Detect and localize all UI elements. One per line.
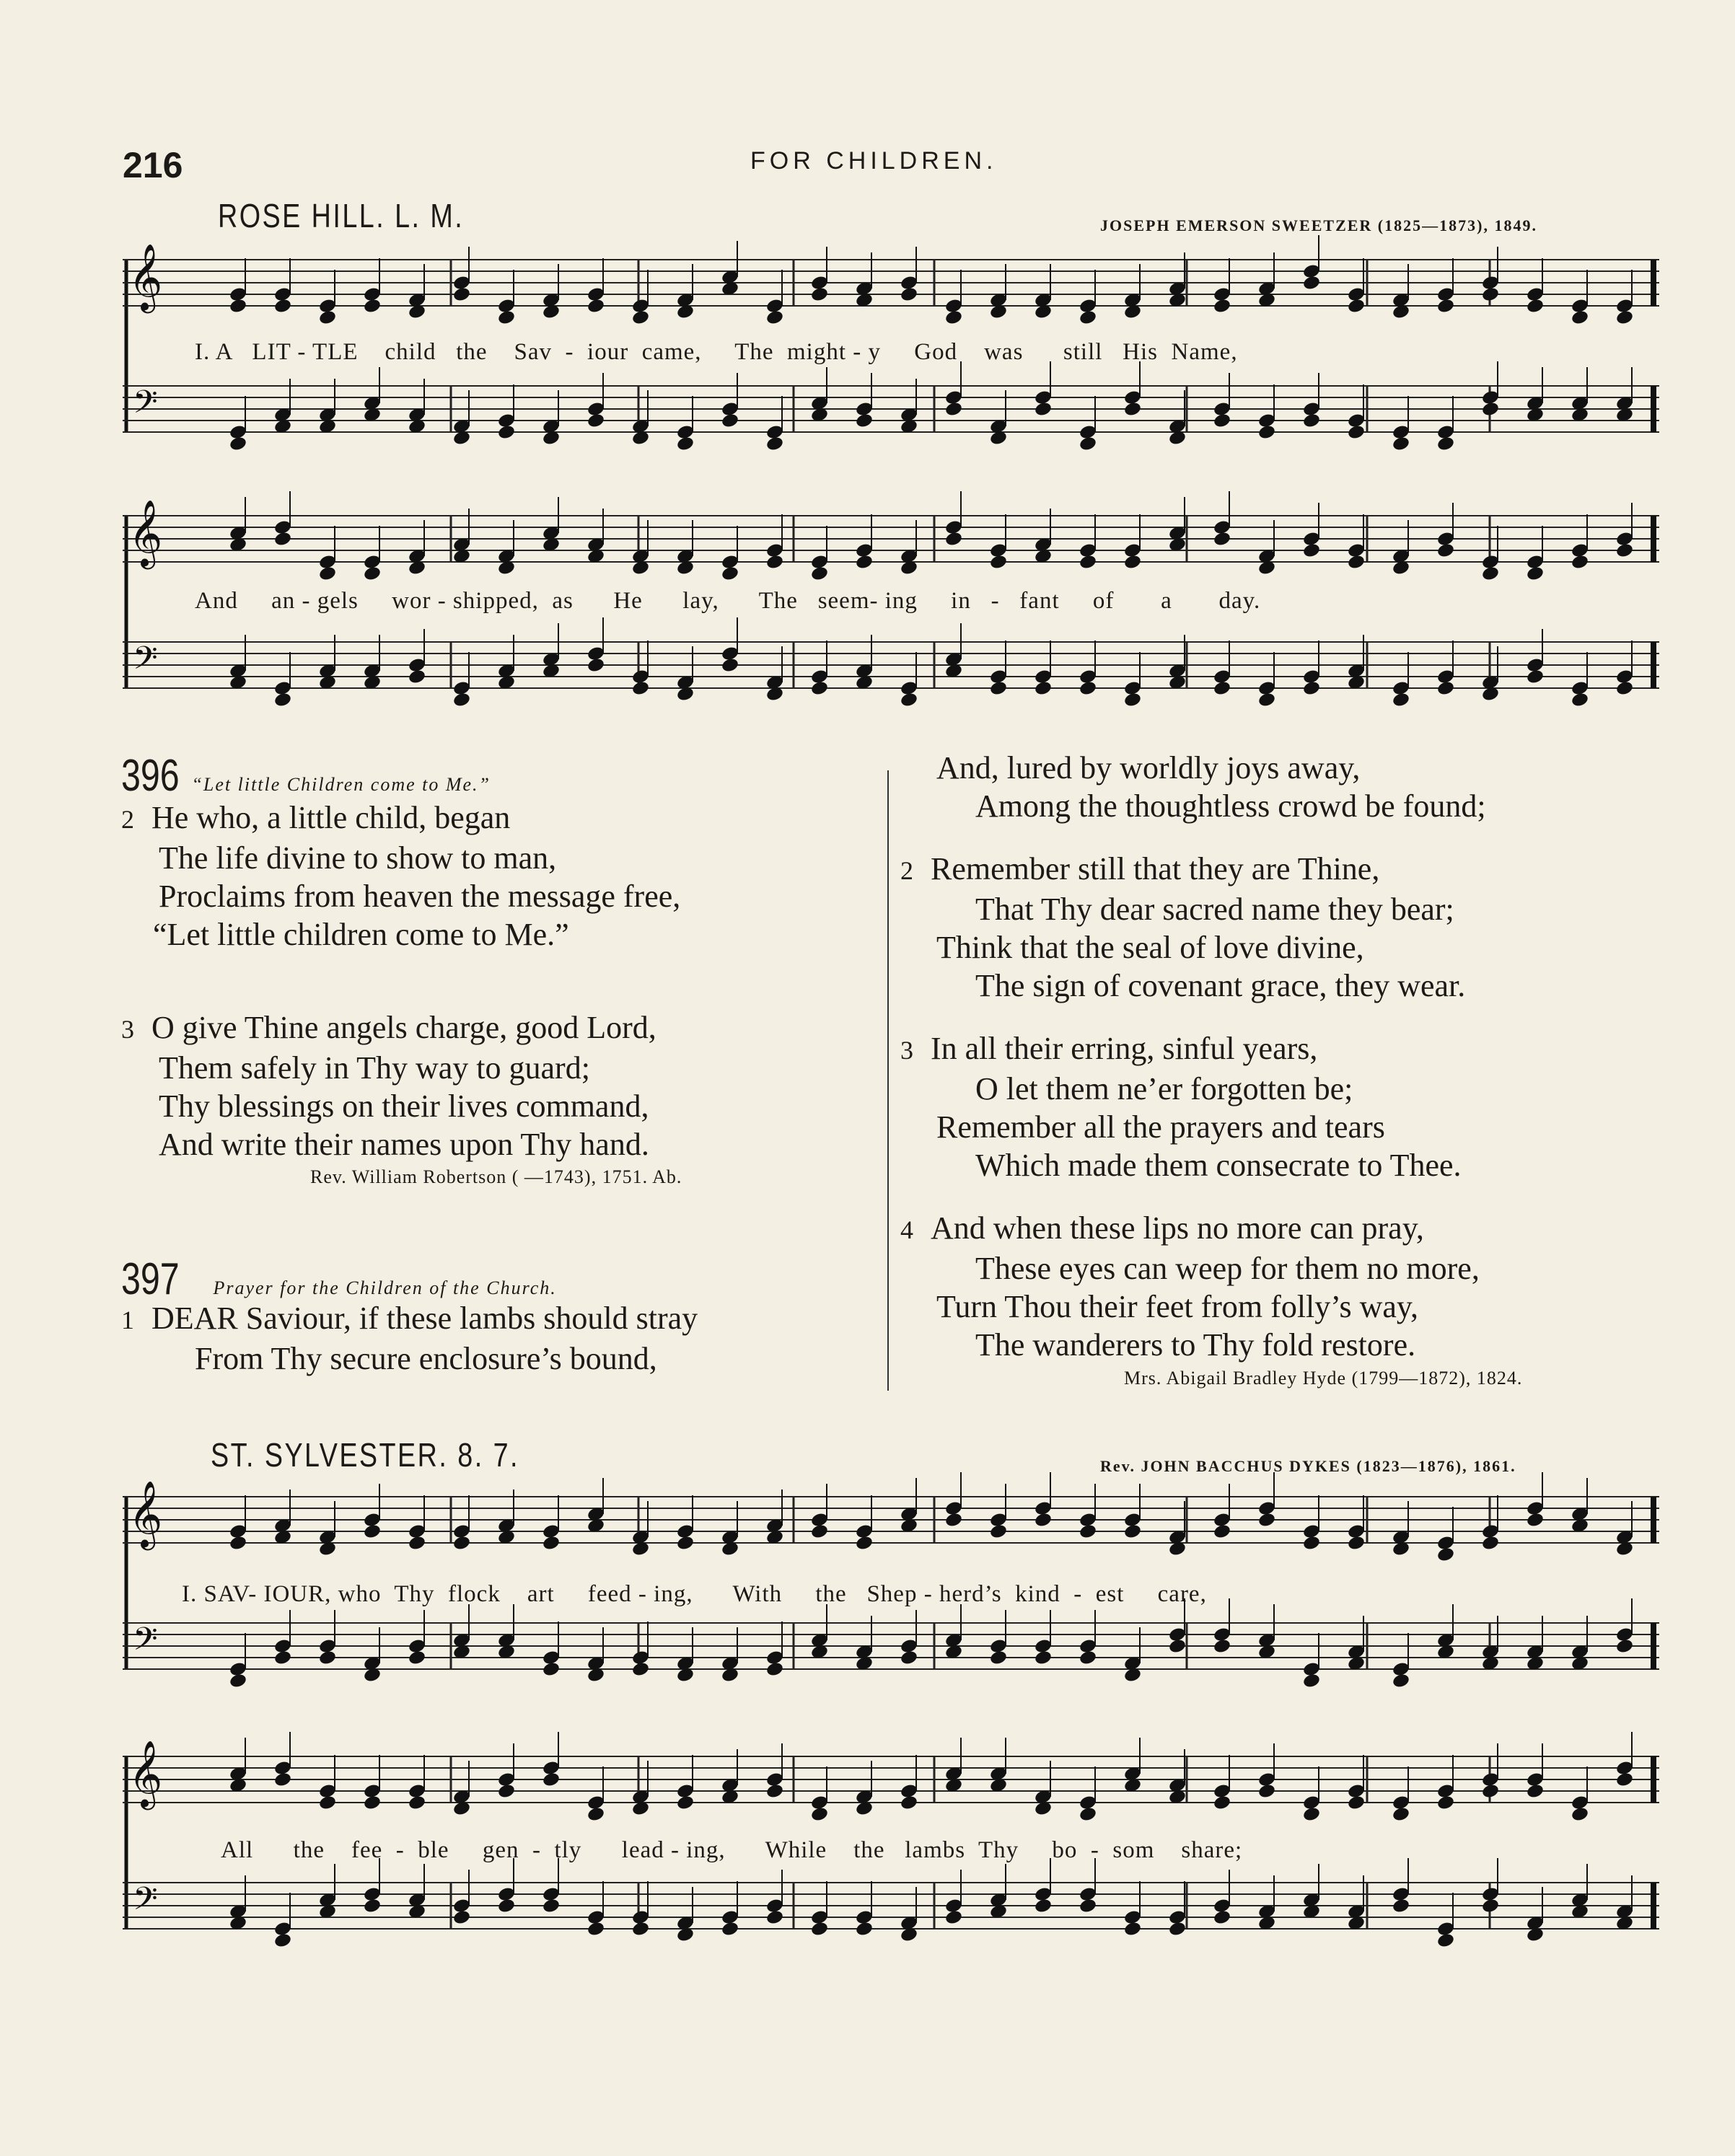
note-head xyxy=(229,1673,247,1689)
verse-line: DEAR Saviour, if these lambs should stray xyxy=(151,1301,698,1336)
note-head xyxy=(1436,1546,1455,1563)
note-head xyxy=(318,1650,337,1666)
note-head xyxy=(273,692,292,708)
note-head xyxy=(1213,413,1231,429)
note-head xyxy=(1213,531,1231,547)
note-head xyxy=(1392,1898,1410,1914)
note-head xyxy=(229,1535,247,1552)
note-head xyxy=(1347,554,1366,571)
note-head xyxy=(1571,692,1589,708)
note-head xyxy=(1392,1806,1410,1823)
hymn-397-subtitle: Prayer for the Children of the Church. xyxy=(213,1277,557,1298)
note-head xyxy=(587,298,605,314)
note-head xyxy=(1392,692,1410,708)
verse-line: “Let little children come to Me.” xyxy=(153,917,569,952)
note-head xyxy=(1571,554,1589,571)
note-head xyxy=(229,436,247,452)
verse-line: The wanderers to Thy fold restore. xyxy=(975,1327,1416,1363)
note-head xyxy=(452,1535,471,1552)
note-head xyxy=(363,1898,382,1914)
note-head xyxy=(721,413,739,429)
note-head xyxy=(1079,309,1097,326)
note-head xyxy=(1168,1921,1187,1937)
note-head xyxy=(810,1921,829,1937)
note-head xyxy=(318,566,337,582)
tune-composer-st-sylvester: Rev. JOHN BACCHUS DYKES (1823—1876), 1861. xyxy=(1100,1457,1516,1475)
note-head xyxy=(1079,436,1097,452)
note-head xyxy=(989,554,1008,571)
verse-line: Remember all the prayers and tears xyxy=(936,1109,1385,1145)
note-head xyxy=(765,1661,784,1678)
note-head xyxy=(631,1661,650,1678)
note-head xyxy=(1436,542,1455,559)
note-head xyxy=(1615,542,1634,559)
note-head xyxy=(1526,298,1545,314)
treble-clef-icon: 𝄞 xyxy=(128,499,163,566)
note-head xyxy=(1302,1673,1321,1689)
note-head xyxy=(1079,1806,1097,1823)
hymn-397-attribution: Mrs. Abigail Bradley Hyde (1799—1872), 1824. xyxy=(1124,1368,1523,1389)
note-head xyxy=(363,1523,382,1540)
note-head xyxy=(273,1772,292,1788)
note-head xyxy=(1302,1535,1321,1552)
note-head xyxy=(1213,1523,1231,1540)
note-head xyxy=(1257,1783,1276,1800)
note-head xyxy=(1392,436,1410,452)
note-head xyxy=(1257,1512,1276,1528)
note-head xyxy=(1481,566,1500,582)
verse-number: 2 xyxy=(900,856,913,885)
note-head xyxy=(765,1783,784,1800)
note-head xyxy=(1123,554,1142,571)
treble-clef-icon: 𝄞 xyxy=(128,1740,163,1807)
verse-line: The life divine to show to man, xyxy=(159,840,557,876)
note-head xyxy=(1213,680,1231,697)
verse-number: 3 xyxy=(900,1036,913,1065)
note-head xyxy=(721,657,739,674)
note-head xyxy=(676,436,695,452)
note-head xyxy=(363,566,382,582)
verse-line: Among the thoughtless crowd be found; xyxy=(975,788,1486,824)
note-head xyxy=(810,680,829,697)
note-head xyxy=(1392,1673,1410,1689)
note-head xyxy=(676,1795,695,1811)
note-head xyxy=(900,1795,918,1811)
note-head xyxy=(1079,1523,1097,1540)
verse-line: These eyes can weep for them no more, xyxy=(975,1251,1480,1286)
column-divider xyxy=(887,770,889,1391)
note-head xyxy=(1526,669,1545,685)
note-head xyxy=(542,1661,561,1678)
note-head xyxy=(1615,1638,1634,1655)
note-head xyxy=(1436,680,1455,697)
note-head xyxy=(1123,692,1142,708)
note-head xyxy=(1123,1523,1142,1540)
note-head xyxy=(273,531,292,547)
note-head xyxy=(765,309,784,326)
note-head xyxy=(273,298,292,314)
note-head xyxy=(1436,1932,1455,1949)
note-head xyxy=(1436,298,1455,314)
note-head xyxy=(1302,680,1321,697)
note-head xyxy=(542,1772,561,1788)
note-head xyxy=(989,1650,1008,1666)
note-head xyxy=(1302,542,1321,559)
note-head xyxy=(1213,1795,1231,1811)
note-head xyxy=(1481,1535,1500,1552)
note-head xyxy=(587,1921,605,1937)
note-head xyxy=(1347,1535,1366,1552)
note-head xyxy=(1615,1772,1634,1788)
note-head xyxy=(810,1806,829,1823)
note-head xyxy=(1034,680,1053,697)
note-head xyxy=(542,1535,561,1552)
hymn-number-396: 396 xyxy=(121,751,180,801)
note-head xyxy=(900,1650,918,1666)
note-head xyxy=(587,657,605,674)
lyrics-rose-hill-line-1: I. A LIT - TLE child the Sav - iour came, The might - y God was still His Name, xyxy=(195,339,1238,365)
note-head xyxy=(765,436,784,452)
verse-line: Which made them consecrate to Thee. xyxy=(975,1148,1462,1183)
verse-line: And, lured by worldly joys away, xyxy=(936,750,1361,786)
note-head xyxy=(1257,692,1276,708)
note-head xyxy=(497,1783,516,1800)
treble-clef-icon: 𝄞 xyxy=(128,243,163,310)
note-head xyxy=(1481,1898,1500,1914)
verse-line: He who, a little child, began xyxy=(151,800,511,835)
note-head xyxy=(765,554,784,571)
bass-clef-icon: 𝄢 xyxy=(133,639,158,685)
note-head xyxy=(1481,1783,1500,1800)
verse-line: O give Thine angels charge, good Lord, xyxy=(151,1010,656,1045)
note-head xyxy=(408,669,426,685)
note-head xyxy=(1034,1650,1053,1666)
note-head xyxy=(1571,1806,1589,1823)
tune-title-st-sylvester: ST. SYLVESTER. 8. 7. xyxy=(211,1436,519,1474)
note-head xyxy=(1481,286,1500,303)
note-head xyxy=(810,566,829,582)
bass-clef-icon: 𝄢 xyxy=(133,1620,158,1666)
verse-line: Think that the seal of love divine, xyxy=(936,930,1364,965)
note-head xyxy=(363,1795,382,1811)
note-head xyxy=(587,413,605,429)
lyrics-rose-hill-line-2: And an - gels wor - shipped, as He lay, The seem- ing in - fant of a day. xyxy=(195,588,1261,614)
note-head xyxy=(855,413,874,429)
note-head xyxy=(229,298,247,314)
note-head xyxy=(810,1523,829,1540)
note-head xyxy=(497,424,516,441)
note-head xyxy=(1302,1806,1321,1823)
note-head xyxy=(1213,1638,1231,1655)
note-head xyxy=(1257,424,1276,441)
verse-number: 3 xyxy=(121,1015,134,1044)
note-head xyxy=(855,1921,874,1937)
verse-line: Remember still that they are Thine, xyxy=(931,851,1380,886)
verse-number: 1 xyxy=(121,1306,134,1334)
note-head xyxy=(497,309,516,326)
note-head xyxy=(631,309,650,326)
note-head xyxy=(1526,566,1545,582)
note-head xyxy=(1302,275,1321,291)
note-head xyxy=(1168,1638,1187,1655)
hymn-397 xyxy=(121,1254,879,1378)
note-head xyxy=(721,1921,739,1937)
lyrics-st-sylvester-line-2: All the fee - ble gen - tly lead - ing, While the lambs Thy bo - som share; xyxy=(221,1837,1243,1863)
note-head xyxy=(542,1898,561,1914)
verse-number: 4 xyxy=(900,1215,913,1244)
note-head xyxy=(452,692,471,708)
verse-line: Turn Thou their feet from folly’s way, xyxy=(936,1289,1419,1324)
note-head xyxy=(587,1806,605,1823)
hymn-number-397: 397 xyxy=(121,1254,180,1304)
note-head xyxy=(1079,554,1097,571)
note-head xyxy=(810,286,829,303)
note-head xyxy=(1213,298,1231,314)
note-head xyxy=(989,680,1008,697)
note-head xyxy=(1615,309,1634,326)
note-head xyxy=(1436,436,1455,452)
bass-clef-icon: 𝄢 xyxy=(133,1880,158,1925)
note-head xyxy=(1571,309,1589,326)
note-head xyxy=(855,554,874,571)
verse-line: In all their erring, sinful years, xyxy=(931,1031,1318,1066)
note-head xyxy=(631,1921,650,1937)
note-head xyxy=(944,401,963,418)
note-head xyxy=(721,566,739,582)
note-head xyxy=(944,1909,963,1926)
running-head: FOR CHILDREN. xyxy=(750,147,998,175)
note-head xyxy=(765,1909,784,1926)
verse-line: Them safely in Thy way to guard; xyxy=(159,1050,590,1086)
note-head xyxy=(1526,1783,1545,1800)
note-head xyxy=(900,692,918,708)
note-head xyxy=(989,1523,1008,1540)
treble-clef-icon: 𝄞 xyxy=(128,1480,163,1547)
verse-number: 2 xyxy=(121,805,134,834)
note-head xyxy=(676,1535,695,1552)
note-head xyxy=(452,286,471,303)
hymn-396-subtitle: “Let little Children come to Me.” xyxy=(191,774,491,795)
note-head xyxy=(1347,424,1366,441)
note-head xyxy=(900,286,918,303)
note-head xyxy=(1615,680,1634,697)
hymn-396 xyxy=(121,750,879,1188)
bass-clef-icon: 𝄢 xyxy=(133,383,158,428)
hymn-397-continued xyxy=(900,749,1679,1393)
verse-line: O let them ne’er forgotten be; xyxy=(975,1071,1353,1106)
note-head xyxy=(1526,1512,1545,1528)
note-head xyxy=(1123,401,1142,418)
note-head xyxy=(855,1535,874,1552)
note-head xyxy=(408,1795,426,1811)
verse-line: The sign of covenant grace, they wear. xyxy=(975,968,1466,1003)
note-head xyxy=(1481,401,1500,418)
note-head xyxy=(1347,1795,1366,1811)
note-head xyxy=(497,1898,516,1914)
note-head xyxy=(1079,680,1097,697)
note-head xyxy=(1347,298,1366,314)
note-head xyxy=(1079,1650,1097,1666)
note-head xyxy=(408,1650,426,1666)
lyrics-st-sylvester-line-1: I. SAV- IOUR, who Thy flock art feed - ing, With the Shep - herd’s kind - est care, xyxy=(182,1581,1207,1607)
verse-line: Proclaims from heaven the message free, xyxy=(159,879,681,914)
note-head xyxy=(273,1932,292,1949)
note-head xyxy=(1034,1512,1053,1528)
note-head xyxy=(452,1909,471,1926)
note-head xyxy=(1213,1909,1231,1926)
verse-line: From Thy secure enclosure’s bound, xyxy=(195,1341,657,1376)
note-head xyxy=(363,298,382,314)
tune-title-rose-hill: ROSE HILL. L. M. xyxy=(218,197,465,234)
note-head xyxy=(318,309,337,326)
note-head xyxy=(944,309,963,326)
note-head xyxy=(1079,1898,1097,1914)
note-head xyxy=(631,680,650,697)
note-head xyxy=(1034,1898,1053,1914)
note-head xyxy=(1436,1795,1455,1811)
note-head xyxy=(318,1795,337,1811)
note-head xyxy=(1123,1921,1142,1937)
note-head xyxy=(1034,401,1053,418)
note-head xyxy=(1302,413,1321,429)
verse-line: And when these lips no more can pray, xyxy=(931,1210,1424,1246)
page-number: 216 xyxy=(123,145,183,185)
hymn-396-attribution: Rev. William Robertson ( —1743), 1751. Ab. xyxy=(310,1166,682,1187)
note-head xyxy=(408,1535,426,1552)
tune-composer-rose-hill: JOSEPH EMERSON SWEETZER (1825—1873), 1849. xyxy=(1100,216,1537,234)
verse-line: Thy blessings on their lives command, xyxy=(159,1088,649,1124)
note-head xyxy=(273,1650,292,1666)
verse-line: That Thy dear sacred name they bear; xyxy=(975,892,1454,927)
verse-line: And write their names upon Thy hand. xyxy=(159,1127,649,1162)
note-head xyxy=(944,1512,963,1528)
note-head xyxy=(944,531,963,547)
